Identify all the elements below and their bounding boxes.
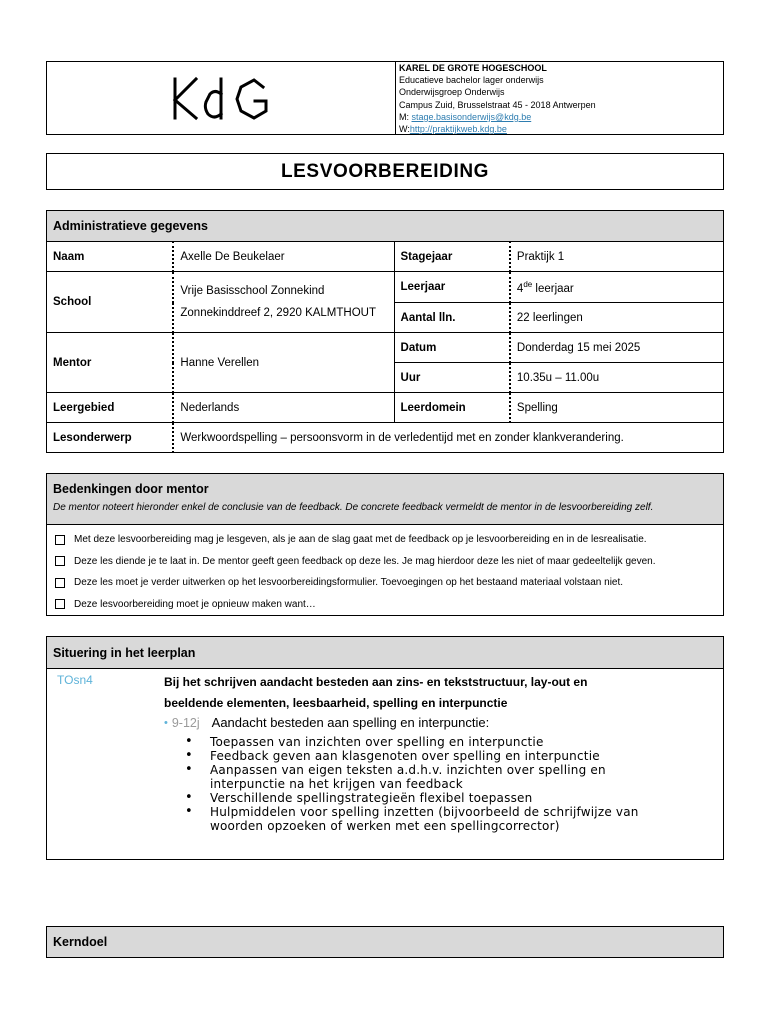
mentor-remarks-subheading: De mentor noteert hieronder enkel de conclusie van de feedback. De concrete feedback vermeldt de mentor in de lesvoorbereiding zelf. <box>53 502 654 513</box>
mentor-option-checkbox[interactable] <box>55 556 65 566</box>
school-value <box>173 272 394 333</box>
kdg-logo <box>171 74 277 122</box>
document-header <box>46 61 724 135</box>
admin-header-row <box>47 211 724 242</box>
table-row <box>47 423 724 453</box>
mentor-options <box>47 525 723 615</box>
list-item: • Verschillende spellingstrategieën flexibel toepassen <box>207 791 677 805</box>
curriculum-heading: Situering in het leerplan <box>47 637 723 669</box>
mentor-option-checkbox[interactable] <box>55 535 65 545</box>
table-row <box>47 242 724 272</box>
kerndoel-heading: Kerndoel <box>46 926 724 958</box>
curriculum-items <box>207 735 677 833</box>
bullet-icon: • <box>164 716 168 729</box>
mentor-option <box>55 572 723 594</box>
list-item: • Aanpassen van eigen teksten a.d.h.v. inzichten over spelling en interpunctie na het krijgen van feedback <box>207 763 677 791</box>
datum-label: Datum <box>394 333 510 363</box>
mentor-option-checkbox[interactable] <box>55 578 65 588</box>
aantal-value: 22 leerlingen <box>510 303 724 333</box>
mail-line: M: stage.basisonderwijs@kdg.be <box>399 111 532 122</box>
mentor-remarks-header <box>47 474 723 525</box>
curriculum-section <box>46 636 724 860</box>
lesonderwerp-value: Werkwoordspelling – persoonsvorm in de verledentijd met en zonder klankverandering. <box>173 423 723 453</box>
leerdomein-value: Spelling <box>510 393 724 423</box>
list-item: • Feedback geven aan klasgenoten over spelling en interpunctie <box>207 749 677 763</box>
school-address-value: Zonnekinddreef 2, 2920 KALMTHOUT <box>180 307 376 319</box>
curriculum-goal: Bij het schrijven aandacht besteden aan zins- en tekststructuur, lay-out en beeldende elementen, leesbaarheid, spelling en interpunctie <box>164 675 588 710</box>
admin-table <box>46 210 724 453</box>
leerjaar-value: 4de leerjaar <box>510 272 724 303</box>
age-range: 9-12j <box>171 715 200 730</box>
leergebied-value: Nederlands <box>173 393 394 423</box>
school-name: KAREL DE GROTE HOGESCHOOL <box>399 63 547 73</box>
admin-heading: Administratieve gegevens <box>47 211 724 242</box>
stagejaar-value: Praktijk 1 <box>510 242 724 272</box>
mentor-option-label: Deze les diende je te laat in. De mentor geeft geen feedback op deze les. Je mag hierdoor deze les niet of maar gedeeltelijk geven. <box>74 555 656 567</box>
list-item: • Toepassen van inzichten over spelling en interpunctie <box>207 735 677 749</box>
mentor-option-label: Deze lesvoorbereiding moet je opnieuw maken want… <box>74 598 316 610</box>
school-label: School <box>47 272 174 333</box>
mentor-option-label: Met deze lesvoorbereiding mag je lesgeven, als je aan de slag gaat met de feedback op je lesvoorbereiding en in de lesrealisatie. <box>74 534 647 546</box>
curriculum-code: TOsn4 <box>57 673 93 687</box>
leerdomein-label: Leerdomein <box>394 393 510 423</box>
uur-label: Uur <box>394 363 510 393</box>
table-row <box>47 393 724 423</box>
mentor-value: Hanne Verellen <box>173 333 394 393</box>
leergebied-label: Leergebied <box>47 393 174 423</box>
web-link[interactable]: http://praktijkweb.kdg.be <box>409 124 507 135</box>
datum-value: Donderdag 15 mei 2025 <box>510 333 724 363</box>
mentor-option <box>55 529 723 551</box>
web-line: W:http://praktijkweb.kdg.be <box>399 124 507 135</box>
list-item: • Hulpmiddelen voor spelling inzetten (bijvoorbeeld de schrijfwijze van woorden opzoeken of werken met een spellingcorrector) <box>207 805 677 833</box>
mentor-option-checkbox[interactable] <box>55 599 65 609</box>
school-address: Campus Zuid, Brusselstraat 45 - 2018 Antwerpen <box>399 99 596 110</box>
logo-cell <box>47 62 396 134</box>
page-title: LESVOORBEREIDING <box>46 153 724 190</box>
lesonderwerp-label: Lesonderwerp <box>47 423 174 453</box>
mentor-option <box>55 594 723 616</box>
aantal-label: Aantal lln. <box>394 303 510 333</box>
naam-value: Axelle De Beukelaer <box>173 242 394 272</box>
mail-link[interactable]: stage.basisonderwijs@kdg.be <box>411 111 532 122</box>
table-row <box>47 333 724 363</box>
group-name: Onderwijsgroep Onderwijs <box>399 87 505 98</box>
curriculum-subgoal <box>164 715 489 730</box>
mentor-remarks-heading: Bedenkingen door mentor <box>53 482 209 496</box>
mentor-option-label: Deze les moet je verder uitwerken op het lesvoorbereidingsformulier. Toevoegingen op het bestaand materiaal volstaan niet. <box>74 577 624 589</box>
leerjaar-label: Leerjaar <box>394 272 510 303</box>
school-info <box>396 62 596 134</box>
mentor-label: Mentor <box>47 333 174 393</box>
uur-value: 10.35u – 11.00u <box>510 363 724 393</box>
naam-label: Naam <box>47 242 174 272</box>
mentor-remarks <box>46 473 724 616</box>
mentor-option <box>55 551 723 573</box>
school-name-value: Vrije Basisschool Zonnekind <box>180 285 325 297</box>
stagejaar-label: Stagejaar <box>394 242 510 272</box>
program-name: Educatieve bachelor lager onderwijs <box>399 75 544 86</box>
table-row <box>47 272 724 303</box>
subgoal-text: Aandacht besteden aan spelling en interpunctie: <box>211 715 490 730</box>
